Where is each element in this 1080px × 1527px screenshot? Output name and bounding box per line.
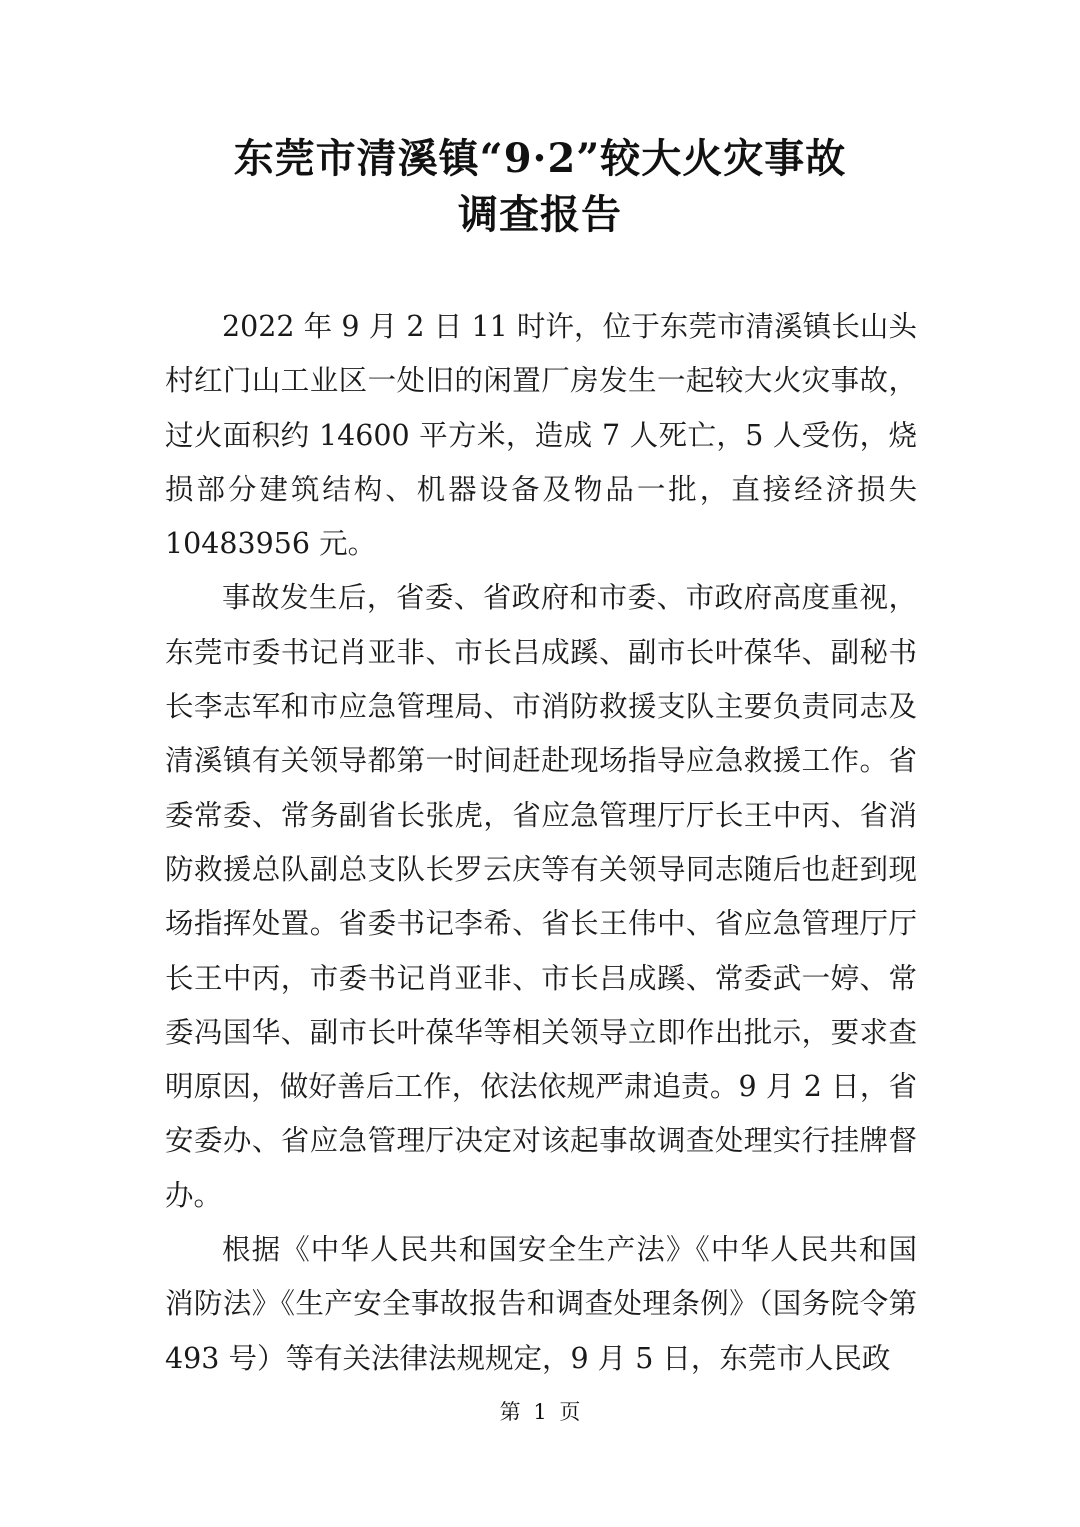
document-body — [165, 300, 917, 1386]
page-number-footer: 第 1 页 — [499, 1400, 581, 1424]
document-title-line-1: 东莞市清溪镇“9·2”较大火灾事故 — [233, 135, 847, 182]
paragraph-3: 根据《中华人民共和国安全生产法》《中华人民共和国消防法》《生产安全事故报告和调查处理条例》（国务院令第 493 号）等有关法律法规规定，9 月 5 日，东莞市人民政 — [165, 1233, 917, 1375]
paragraph-2: 事故发生后，省委、省政府和市委、市政府高度重视，东莞市委书记肖亚非、市长吕成蹊、副市长叶葆华、副秘书长李志军和市应急管理局、市消防救援支队主要负责同志及清溪镇有关领导都第一时间赶赴现场指导应急救援工作。省委常委、常务副省长张虎，省应急管理厅厅长王中丙、省消防救援总队副总支队长罗云庆等有关领导同志随后也赶到现场指挥处置。省委书记李希、省长王伟中、省应急管理厅厅长王中丙，市委书记肖亚非、市长吕成蹊、常委武一婷、常委冯国华、副市长叶葆华等相关领导立即作出批示，要求查明原因，做好善后工作，依法依规严肃追责。9 月 2 日，省安委办、省应急管理厅决定对该起事故调查处理实行挂牌督办。 — [165, 581, 917, 1212]
document-title-line-2: 调查报告 — [458, 191, 622, 238]
paragraph-1: 2022 年 9 月 2 日 11 时许，位于东莞市清溪镇长山头村红门山工业区一处旧的闲置厂房发生一起较大火灾事故，过火面积约 14600 平方米，造成 7 人死亡，5 人受伤，烧损部分建筑结构、机器设备及物品一批，直接经济损失 10483956 元。 — [165, 310, 917, 561]
